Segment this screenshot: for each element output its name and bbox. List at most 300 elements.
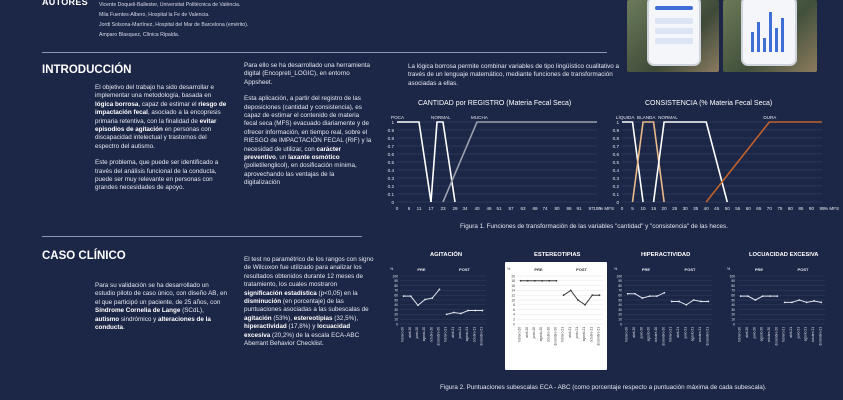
text-run: El test no paramétrico de los rangos con signo de Wilcoxon fue utilizado para analizar los resultados obtenidos durante 12 meses de tratamiento, los cuales mostraron	[244, 256, 374, 289]
y-tick-label: 70	[394, 288, 398, 293]
y-axis-label: %	[727, 267, 731, 271]
y-tick-label: 8	[513, 303, 515, 308]
data-point	[403, 295, 405, 297]
y-tick-label: 14	[511, 288, 515, 293]
chart-agitacion	[388, 262, 490, 370]
data-point	[649, 295, 651, 297]
y-tick-label: 10	[394, 317, 398, 322]
y-tick-label: 20	[731, 312, 735, 317]
x-tick-label: junio-20	[414, 327, 419, 339]
x-tick-label: 90	[808, 206, 815, 211]
x-tick-label: octubre-20	[546, 327, 551, 343]
data-point	[627, 293, 629, 295]
y-tick-label: 0.3	[387, 175, 394, 181]
y-tick-label: 0.9	[387, 127, 394, 133]
data-point	[762, 295, 764, 297]
x-tick-label: 100	[593, 206, 601, 211]
x-tick-label: 46	[486, 206, 492, 211]
data-point	[563, 294, 565, 296]
data-point	[693, 299, 695, 301]
x-tick-label: abril-20	[745, 327, 749, 338]
bold-run: agitación	[244, 314, 272, 322]
x-tick-label: febrero-21	[668, 327, 673, 342]
data-point	[599, 294, 601, 296]
data-point	[410, 295, 412, 297]
y-tick-label: 10	[511, 298, 515, 303]
y-tick-label: 50	[618, 298, 622, 303]
y-tick-label: 0	[513, 322, 515, 327]
y-tick-label: 6	[513, 307, 515, 312]
author-line: Vicente Doqueli-Ballester, Universitat Politècnica de València.	[99, 2, 241, 8]
y-tick-label: 0.4	[387, 167, 394, 173]
bold-run: laxante osmótico	[288, 154, 340, 162]
x-tick-label: 34	[462, 206, 468, 211]
y-tick-label: 18	[511, 279, 515, 284]
chart-cantidad	[375, 110, 615, 220]
bold-run: locuacidad excesiva	[244, 323, 351, 339]
y-tick-label: 60	[731, 293, 735, 298]
chart-estereotipias	[505, 262, 607, 370]
x-axis-label: % MFS	[599, 206, 615, 211]
x-tick-label: 40	[474, 206, 480, 211]
y-tick-label: 30	[394, 307, 398, 312]
x-tick-label: 0	[620, 206, 624, 211]
series-line	[741, 296, 778, 300]
y-tick-label: 80	[731, 283, 735, 288]
data-point	[776, 295, 778, 297]
y-tick-label: 1	[616, 119, 619, 125]
x-tick-label: febrero-20	[737, 327, 742, 342]
x-tick-label: 10	[640, 206, 646, 211]
x-tick-label: 45	[714, 206, 720, 211]
y-axis-label: %	[507, 267, 511, 271]
x-tick-label: 70	[766, 206, 772, 211]
phase-label: POST	[459, 267, 470, 272]
data-point	[474, 310, 476, 312]
y-tick-label: 0	[391, 199, 394, 205]
data-point	[584, 304, 586, 306]
author-line: Mila Fuentes-Albero, Hospital la Fe de Valencia.	[99, 12, 210, 18]
y-tick-label: 0.7	[612, 143, 619, 149]
x-tick-label: febrero-21	[781, 327, 786, 342]
data-point	[678, 301, 680, 303]
y-tick-label: 0.8	[387, 135, 394, 141]
y-tick-label: 0.2	[387, 183, 394, 189]
phase-label: POST	[684, 267, 696, 272]
data-point	[570, 290, 572, 292]
x-axis-label: % MFS	[824, 206, 840, 211]
bold-run: estereotipias	[293, 314, 333, 322]
chart-agitacion-frame	[388, 262, 490, 370]
data-point	[534, 280, 536, 282]
text-run: (53%),	[271, 314, 294, 322]
x-tick-label: diciembre-21	[705, 327, 710, 346]
y-tick-label: 70	[731, 288, 735, 293]
y-tick-label: 0.4	[612, 167, 619, 173]
series-label: NORMAL	[431, 115, 451, 120]
x-tick-label: junio-21	[574, 327, 579, 339]
intro-title: INTRODUCCIÓN	[42, 64, 132, 76]
y-tick-label: 0.1	[387, 191, 394, 197]
intro-paragraph-2: Este problema, que puede ser identificado a través del análisis funcional de la conducta, puede ser muy relevante en personas con grandes necesidades de apoyo.	[95, 159, 219, 192]
y-tick-label: 100	[392, 274, 398, 279]
series-label: MUCHA	[471, 115, 488, 120]
y-tick-label: 10	[731, 317, 735, 322]
y-tick-label: 40	[394, 303, 398, 308]
x-tick-label: abril-20	[524, 327, 529, 338]
bold-run: autismo	[95, 315, 120, 323]
data-point	[671, 301, 673, 303]
y-tick-label: 12	[511, 293, 515, 298]
data-point	[577, 299, 579, 301]
x-tick-label: 91	[576, 206, 582, 211]
x-tick-label: 50	[724, 206, 730, 211]
chart-agitacion-title: AGITACIÓN	[430, 252, 463, 258]
data-point	[431, 297, 433, 299]
phone-icon	[647, 0, 701, 66]
series-label: LÍQUIDA	[616, 115, 635, 120]
x-tick-label: 6	[407, 206, 411, 211]
data-point	[439, 289, 441, 291]
y-tick-label: 2	[513, 317, 515, 322]
y-tick-label: 30	[618, 307, 622, 312]
text-run: sindrómico y	[119, 315, 158, 323]
y-tick-label: 60	[618, 293, 622, 298]
x-tick-label: 86	[566, 206, 572, 211]
data-point	[656, 295, 658, 297]
x-tick-label: diciembre-21	[479, 327, 484, 346]
data-point	[417, 304, 419, 306]
data-point	[784, 302, 786, 304]
fuzzy-logic-text: La lógica borrosa permite combinar variables de tipo lingüístico cualitativo a través de un lenguaje matemático, mediante funciones de transformación asociadas a ellas.	[408, 63, 620, 87]
x-tick-label: diciembre-21	[596, 327, 601, 346]
chart-locuacidad-frame	[725, 262, 829, 370]
data-point	[700, 301, 702, 303]
y-tick-label: 80	[618, 283, 622, 288]
phone-icon	[741, 0, 797, 66]
y-tick-label: 70	[618, 288, 622, 293]
bold-run: disminución	[244, 298, 282, 306]
y-tick-label: 0.6	[612, 151, 619, 157]
phase-label: PRE	[534, 267, 543, 272]
x-tick-label: 17	[428, 206, 434, 211]
x-tick-label: 80	[554, 206, 560, 211]
data-point	[527, 280, 529, 282]
text-run: , capaz de estimar el	[138, 100, 199, 108]
x-tick-label: agosto-20	[646, 327, 651, 342]
x-tick-label: agosto-21	[803, 327, 808, 342]
text-run: (SCdL),	[180, 307, 204, 315]
data-point	[424, 299, 426, 301]
x-tick-label: abril-20	[632, 327, 636, 338]
chart-consistencia	[600, 110, 840, 220]
bold-run: hiperactividad	[244, 323, 287, 331]
x-tick-label: febrero-21	[560, 327, 565, 342]
bold-run: alteraciones de la conducta	[95, 315, 211, 332]
series-line	[785, 300, 822, 302]
data-point	[754, 299, 756, 301]
x-tick-label: agosto-20	[539, 327, 544, 342]
text-run: Para su validación se ha desarrollado un estudio piloto de caso único, con diseño AB, en el que participó un paciente, de 25 años, con	[95, 282, 227, 306]
intro-col1	[95, 84, 227, 201]
chart-hiperactividad	[612, 262, 716, 370]
series-line	[672, 300, 709, 305]
y-tick-label: 100	[729, 274, 735, 279]
text-run: , asociado a la encopresis primaria retentiva, con la finalidad de	[95, 109, 221, 125]
x-tick-label: 74	[542, 206, 548, 211]
text-run: El objetivo del trabajo ha sido desarrollar e implementar una metodología, basada en	[95, 84, 215, 100]
data-point	[813, 300, 815, 302]
phone-ui	[655, 38, 693, 44]
data-point	[747, 295, 749, 297]
data-point	[663, 292, 665, 294]
caso-col2	[244, 256, 374, 356]
series-label: POCA	[391, 115, 405, 120]
figure-2-caption: Figura 2. Puntuaciones subescalas ECA - ABC (como porcentaje respecto a puntuación máxima de cada subescala).	[440, 384, 767, 391]
data-point	[520, 280, 522, 282]
authors-list	[99, 0, 248, 40]
x-tick-label: 40	[703, 206, 709, 211]
data-point	[791, 302, 793, 304]
x-tick-label: 5	[631, 206, 634, 211]
phone-chart-icon	[743, 0, 795, 58]
intro-col2-paragraph-2	[244, 95, 372, 187]
authors-label: AUTORES	[42, 0, 88, 7]
x-tick-label: 69	[532, 206, 538, 211]
data-point	[707, 301, 709, 303]
x-tick-label: octubre-20	[429, 327, 434, 343]
text-run: (en porcentaje) de las puntuaciones asociadas a las subescalas de	[244, 298, 369, 314]
y-tick-label: 0.8	[612, 135, 619, 141]
x-tick-label: diciembre-20	[774, 327, 779, 346]
x-tick-label: 51	[496, 206, 502, 211]
y-tick-label: 16	[511, 283, 515, 288]
phase-label: POST	[576, 267, 587, 272]
bold-run: significación estadística	[244, 289, 317, 297]
x-tick-label: 0	[395, 206, 399, 211]
text-run: (20,2%) de la escala ECA-ABC Aberrant Behavior Checklist.	[244, 331, 360, 348]
x-tick-label: junio-21	[796, 327, 801, 339]
y-tick-label: 0	[396, 322, 398, 327]
chart-hiperactividad-frame	[612, 262, 716, 370]
x-tick-label: 25	[672, 206, 678, 211]
x-tick-label: 29	[452, 206, 458, 211]
intro-col2	[244, 62, 372, 196]
x-tick-label: abril-21	[450, 327, 455, 338]
data-point	[460, 313, 462, 315]
intro-paragraph-1	[95, 84, 227, 151]
data-point	[634, 293, 636, 295]
data-point	[769, 295, 771, 297]
data-point	[556, 280, 558, 282]
y-tick-label: 0	[733, 322, 735, 327]
data-point	[482, 310, 484, 312]
y-tick-label: 0	[620, 322, 622, 327]
data-point	[541, 280, 543, 282]
app-photo-right	[723, 0, 817, 72]
y-tick-label: 10	[618, 317, 622, 322]
text-run: .	[123, 324, 125, 332]
y-tick-label: 0.9	[612, 127, 619, 133]
text-run: (polietilenglicol), en dosificación mínima, aprovechando las ventajas de la digitalización	[244, 162, 357, 187]
y-tick-label: 0.5	[387, 159, 394, 165]
chart-cantidad-title: CANTIDAD por REGISTRO (Materia Fecal Seca)	[418, 100, 572, 107]
y-tick-label: 90	[394, 279, 398, 284]
y-tick-label: 40	[618, 303, 622, 308]
data-point	[467, 310, 469, 312]
x-tick-label: 65	[756, 206, 762, 211]
phone-ui	[655, 6, 693, 10]
series-line	[404, 289, 440, 305]
phase-label: PRE	[754, 267, 764, 272]
y-tick-label: 90	[618, 279, 622, 284]
text-run: (32,5%),	[332, 314, 359, 322]
x-tick-label: octubre-21	[472, 327, 477, 343]
x-tick-label: abril-21	[567, 327, 572, 338]
data-point	[453, 312, 455, 314]
caso-results-paragraph	[244, 256, 374, 348]
y-tick-label: 50	[731, 298, 735, 303]
x-tick-label: diciembre-20	[436, 327, 441, 346]
phone-ui	[655, 28, 693, 34]
chart-estereotipias-title: ESTEREOTIPIAS	[534, 252, 581, 258]
x-tick-label: junio-21	[457, 327, 462, 339]
x-tick-label: 30	[682, 206, 688, 211]
caso-paragraph	[95, 282, 227, 332]
series-line	[564, 290, 600, 304]
x-tick-label: 23	[440, 206, 446, 211]
x-tick-label: 75	[777, 206, 783, 211]
text-run: (p<0,05) en la	[316, 289, 358, 297]
data-point	[591, 294, 593, 296]
y-tick-label: 50	[394, 298, 398, 303]
x-tick-label: diciembre-21	[818, 327, 823, 346]
y-tick-label: 0.2	[612, 183, 619, 189]
bold-run: Síndrome Cornelia de Lange	[95, 307, 181, 315]
x-tick-label: diciembre-20	[553, 327, 558, 346]
data-point	[740, 295, 742, 297]
x-tick-label: 60	[745, 206, 751, 211]
y-tick-label: 20	[618, 312, 622, 317]
data-point	[641, 297, 643, 299]
y-axis-label: %	[390, 267, 394, 271]
chart-locuacidad	[725, 262, 829, 370]
y-tick-label: 80	[394, 283, 398, 288]
series-line	[628, 293, 665, 298]
x-tick-label: agosto-21	[582, 327, 587, 342]
figure-1-caption: Figura 1. Funciones de transformación de las variables "cantidad" y "consistencia" de las heces.	[460, 223, 728, 230]
series-label: BLANDA	[637, 115, 656, 120]
x-tick-label: 85	[798, 206, 804, 211]
bold-run: carácter preventivo	[244, 145, 341, 162]
x-tick-label: 97	[588, 206, 594, 211]
y-tick-label: 0	[616, 199, 619, 205]
x-tick-label: 20	[661, 206, 667, 211]
divider-top	[42, 52, 607, 53]
author-line: Amparo Blasquez, Clínica Ripalda.	[99, 32, 180, 38]
data-point	[806, 302, 808, 304]
x-tick-label: junio-20	[752, 327, 757, 339]
y-tick-label: 4	[513, 312, 515, 317]
x-tick-label: febrero-20	[624, 327, 629, 342]
y-tick-label: 20	[394, 312, 398, 317]
bold-run: lógica borrosa	[95, 100, 139, 108]
x-tick-label: 57	[508, 206, 514, 211]
series-label: NORMAL	[658, 115, 678, 120]
phone-ui	[655, 18, 693, 24]
data-point	[820, 302, 822, 304]
x-tick-label: 63	[520, 206, 526, 211]
x-tick-label: abril-20	[407, 327, 412, 338]
phase-label: PRE	[417, 267, 426, 272]
intro-col2-paragraph-1: Para ello se ha desarrollado una herramienta digital (Encopreti_LOGIC), en entorno Appsheet.	[244, 62, 371, 86]
x-tick-label: 80	[787, 206, 793, 211]
caso-title: CASO CLÍNICO	[42, 250, 126, 262]
y-tick-label: 0.6	[387, 151, 394, 157]
chart-hiperactividad-title: HIPERACTIVIDAD	[641, 252, 691, 258]
y-tick-label: 0.7	[387, 143, 394, 149]
chart-estereotipias-frame	[505, 262, 607, 370]
text-run: en personas con discapacidad intelectual y trastornos del espectro del autismo.	[95, 126, 212, 150]
x-tick-label: abril-21	[789, 327, 793, 338]
x-tick-label: agosto-20	[759, 327, 764, 342]
bold-run: riesgo de impactación fecal	[95, 100, 227, 117]
y-tick-label: 20	[511, 274, 515, 279]
x-tick-label: febrero-20	[517, 327, 522, 342]
x-tick-label: 15	[651, 206, 657, 211]
x-tick-label: junio-20	[639, 327, 644, 339]
x-tick-label: abril-21	[676, 327, 680, 338]
y-tick-label: 60	[394, 293, 398, 298]
x-tick-label: junio-20	[531, 327, 536, 339]
app-photo-left	[627, 0, 719, 72]
phase-label: POST	[797, 267, 809, 272]
x-tick-label: 55	[735, 206, 741, 211]
caso-col1	[95, 282, 227, 340]
y-tick-label: 0.1	[612, 191, 619, 197]
y-tick-label: 0.5	[612, 159, 619, 165]
x-tick-label: agosto-21	[690, 327, 695, 342]
chart-consistencia-title: CONSISTENCIA (% Materia Fecal Seca)	[645, 100, 773, 107]
y-tick-label: 30	[731, 307, 735, 312]
x-tick-label: octubre-21	[589, 327, 594, 343]
x-tick-label: febrero-20	[400, 327, 405, 342]
data-point	[798, 299, 800, 301]
x-tick-label: agosto-20	[422, 327, 427, 342]
chart-locuacidad-title: LOCUACIDAD EXCESIVA	[749, 252, 819, 258]
x-tick-label: febrero-21	[443, 327, 448, 342]
data-point	[446, 314, 448, 316]
y-tick-label: 40	[731, 303, 735, 308]
y-tick-label: 1	[391, 119, 394, 125]
x-tick-label: octubre-21	[811, 327, 815, 343]
y-tick-label: 100	[616, 274, 622, 279]
text-run: Esta aplicación, a partir del registro de las deposiciones (cantidad y consistencia), es capaz de estimar el contenido de materia fecal seca (MFS) evacuado diariamente y de ofrecer información, en tiempo real, sobre el RIESGO de IMPACTACIÓN FECAL (RIF) y la necesidad de utilizar, con	[244, 95, 372, 153]
phase-label: PRE	[641, 267, 651, 272]
x-tick-label: diciembre-20	[661, 327, 666, 346]
bold-run: evitar episodios de agitación	[95, 117, 217, 134]
y-tick-label: 0.3	[612, 175, 619, 181]
data-point	[548, 280, 550, 282]
text-run: , un	[275, 154, 289, 162]
author-line: Jordi Solsona-Martínez, Hospital del Mar de Barcelona (emérito).	[99, 22, 249, 28]
text-run: (17,8%) y	[286, 323, 318, 331]
x-tick-label: junio-21	[683, 327, 688, 339]
data-point	[685, 304, 687, 306]
x-tick-label: agosto-21	[465, 327, 470, 342]
x-tick-label: 35	[693, 206, 699, 211]
x-tick-label: 95	[819, 206, 825, 211]
